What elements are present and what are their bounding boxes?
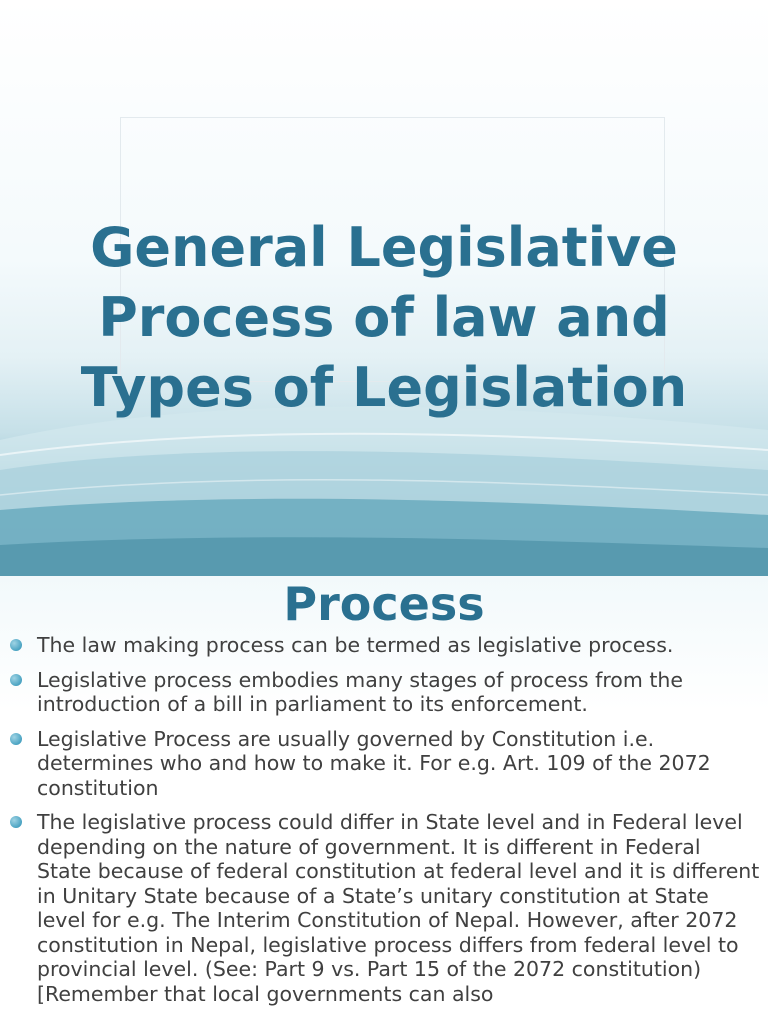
bullet-text: Legislative Process are usually governed by Constitution i.e. determines who and how to make it. For e.g. Art. 109 of the 2072 constitution	[37, 726, 711, 800]
bullet-dot-icon	[10, 674, 22, 686]
list-item	[0, 810, 768, 1006]
bullet-list	[0, 633, 768, 1016]
list-item	[0, 633, 768, 658]
content-heading: Process	[283, 577, 485, 631]
list-item	[0, 668, 768, 717]
bullet-dot-icon	[10, 816, 22, 828]
bullet-text: The legislative process could differ in State level and in Federal level depending on the nature of government. It is different in Federal State because of federal constitution at federal level and it is different in Unitary State because of a State’s unitary constitution at State level for e.g. The Interim Constitution of Nepal. However, after 2072 constitution in Nepal, legislative process differs from federal level to provincial level. (See: Part 9 vs. Part 15 of the 2072 constitution) [Remember that local governments can also	[37, 810, 760, 1006]
title-line-2: Process of law and	[98, 286, 670, 349]
bullet-text: Legislative process embodies many stages of process from the introduction of a bill in parliament to its enforcement.	[37, 667, 683, 716]
title-line-3: Types of Legislation	[80, 356, 688, 419]
bullet-dot-icon	[10, 639, 22, 651]
title-line-1: General Legislative	[90, 216, 678, 279]
bullet-dot-icon	[10, 733, 22, 745]
content-slide	[0, 576, 768, 1024]
bullet-text: The law making process can be termed as legislative process.	[37, 633, 674, 657]
slide-title	[20, 213, 748, 423]
list-item	[0, 727, 768, 801]
